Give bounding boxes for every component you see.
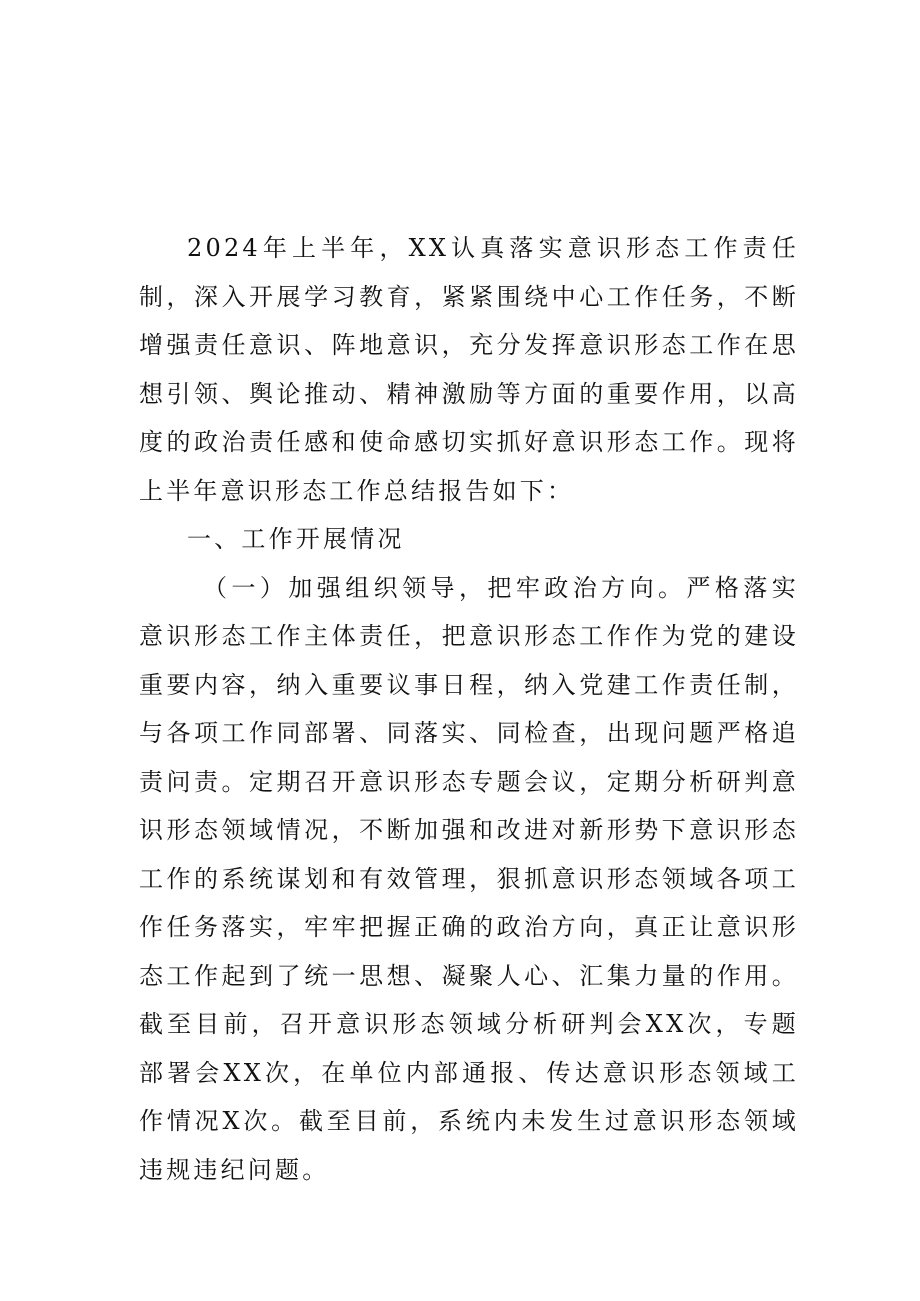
document-body — [139, 224, 799, 1194]
section-heading: 一、工作开展情况 — [187, 525, 405, 553]
intro-paragraph: 2024年上半年，XX认真落实意识形态工作责任制，深入开展学习教育，紧紧围绕中心工作任务，不断增强责任意识、阵地意识，充分发挥意识形态工作在思想引领、舆论推动、精神激励等方面的重要作用，以高度的政治责任感和使命感切实抓好意识形态工作。现将上半年意识形态工作总结报告如下： — [139, 234, 799, 505]
body-paragraph: （一）加强组织领导，把牢政治方向。严格落实意识形态工作主体责任，把意识形态工作作为党的建设重要内容，纳入重要议事日程，纳入党建工作责任制，与各项工作同部署、同落实、同检查，出现问题严格追责问责。定期召开意识形态专题会议，定期分析研判意识形态领域情况，不断加强和改进对新形势下意识形态工作的系统谋划和有效管理，狠抓意识形态领域各项工作任务落实，牢牢把握正确的政治方向，真正让意识形态工作起到了统一思想、凝聚人心、汇集力量的作用。截至目前，召开意识形态领域分析研判会XX次，专题部署会XX次，在单位内部通报、传达意识形态领域工作情况X次。截至目前，系统内未发生过意识形态领域违规违纪问题。 — [139, 573, 799, 1184]
